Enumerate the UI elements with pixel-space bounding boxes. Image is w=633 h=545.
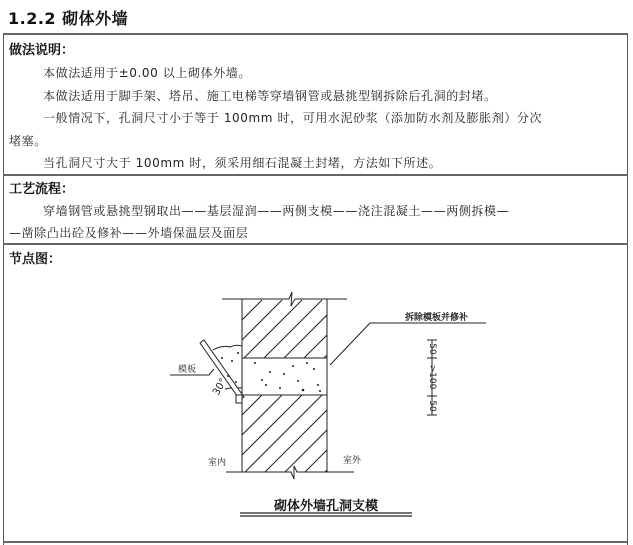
bottom-break-line xyxy=(226,466,354,479)
method-paragraph: 本做法适用于±0.00 以上砌体外墙。 xyxy=(43,66,251,80)
diagram-caption: 砌体外墙孔洞支模 xyxy=(273,499,379,514)
top-break-line xyxy=(222,292,347,306)
node-title: 节点图： xyxy=(9,252,62,267)
method-paragraph: 当孔洞尺寸大于 100mm 时，须采用细石混凝土封堵，方法如下所述。 xyxy=(43,156,442,170)
dimension-bottom: 50 xyxy=(427,400,437,412)
process-line: 穿墙钢管或悬挑型钢取出——基层湿润——两侧支模——浇注混凝土——两侧拆模— xyxy=(43,204,510,218)
formwork-label: 模板 xyxy=(178,365,197,375)
method-paragraph: 一般情况下，孔洞尺寸小于等于 100mm 时，可用水泥砂浆（添加防水剂及膨胀剂）分次 xyxy=(43,111,543,125)
concrete-bulge-top xyxy=(213,345,242,350)
method-paragraph: 堵塞。 xyxy=(9,134,47,148)
section-heading: 1.2.2 砌体外墙 xyxy=(8,9,129,28)
angle-label: 30° xyxy=(211,376,230,398)
formwork-support xyxy=(236,395,242,403)
process-title: 工艺流程： xyxy=(9,182,75,197)
dimension-top: 50 xyxy=(427,343,437,355)
indoor-label: 室内 xyxy=(208,458,227,468)
method-paragraph: 本做法适用于脚手架、塔吊、施工电梯等穿墙钢管或悬挑型钢拆除后孔洞的封堵。 xyxy=(43,89,497,103)
method-title: 做法说明： xyxy=(9,43,75,58)
remove-repair-label: 拆除模板并修补 xyxy=(405,313,469,323)
masonry-hatch-upper xyxy=(202,300,382,360)
repair-leader xyxy=(330,323,486,365)
dimension-middle: >100 xyxy=(427,364,437,390)
process-line: —凿除凸出砼及修补——外墙保温层及面层 xyxy=(9,226,249,240)
outdoor-label: 室外 xyxy=(343,456,362,466)
